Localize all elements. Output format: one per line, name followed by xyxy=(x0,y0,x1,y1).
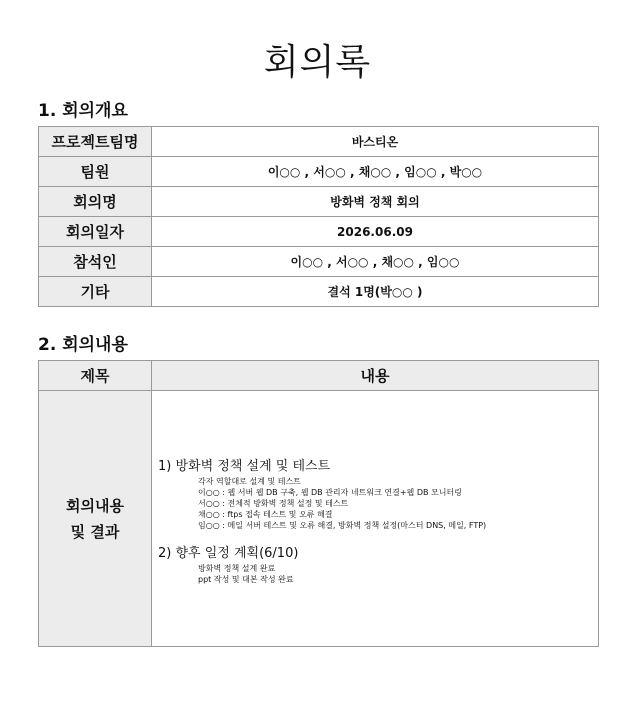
row-label-line: 회의내용 xyxy=(66,496,124,515)
row-label: 회의명 xyxy=(39,187,152,217)
row-label: 기타 xyxy=(39,277,152,307)
row-label xyxy=(39,391,152,647)
item-line: 채○○ : ftps 접속 테스트 및 오류 해결 xyxy=(198,510,333,519)
row-label-line: 및 결과 xyxy=(70,522,120,541)
item-line: 각자 역할대로 설계 및 테스트 xyxy=(198,477,301,486)
row-value: 방화벽 정책 회의 xyxy=(152,187,599,217)
row-value: 이○○ , 서○○ , 채○○ , 임○○ , 박○○ xyxy=(152,157,599,187)
item-title: 2) 향후 일정 계획(6/10) xyxy=(158,546,299,561)
row-label: 팀원 xyxy=(39,157,152,187)
overview-table xyxy=(38,126,599,307)
row-value: 결석 1명(박○○ ) xyxy=(152,277,599,307)
section-heading-overview: 1. 회의개요 xyxy=(38,101,128,121)
table-row xyxy=(39,157,599,187)
item-line: 방화벽 정책 설계 완료 xyxy=(198,564,276,573)
item-title: 1) 방화벽 정책 설계 및 테스트 xyxy=(158,459,331,474)
row-label: 참석인 xyxy=(39,247,152,277)
item-line: ppt 작성 및 대본 작성 완료 xyxy=(198,575,294,584)
table-row xyxy=(39,127,599,157)
item-line: 서○○ : 전체적 방화벽 정책 설정 및 테스트 xyxy=(198,499,349,508)
column-header-title: 제목 xyxy=(39,361,152,391)
row-label: 프로젝트팀명 xyxy=(39,127,152,157)
table-row xyxy=(39,277,599,307)
row-value: 바스티온 xyxy=(152,127,599,157)
item-line: 이○○ : 웹 서버 웹 DB 구축, 웹 DB 관리자 네트워크 연결+웹 DB 모니터링 xyxy=(198,488,462,497)
table-row xyxy=(39,247,599,277)
content-table xyxy=(38,360,599,647)
row-value: 2026.06.09 xyxy=(152,217,599,247)
row-value: 이○○ , 서○○ , 채○○ , 임○○ xyxy=(152,247,599,277)
column-header-content: 내용 xyxy=(152,361,599,391)
content-cell xyxy=(152,391,599,647)
item-line: 임○○ : 메일 서버 테스트 및 오류 해결, 방화벽 정책 설정(마스터 DNS, 메일, FTP) xyxy=(198,521,487,530)
table-header-row xyxy=(39,361,599,391)
row-label: 회의일자 xyxy=(39,217,152,247)
table-row xyxy=(39,217,599,247)
table-row xyxy=(39,391,599,647)
section-heading-content: 2. 회의내용 xyxy=(38,335,128,355)
page-title: 회의록 xyxy=(263,42,372,83)
table-row xyxy=(39,187,599,217)
